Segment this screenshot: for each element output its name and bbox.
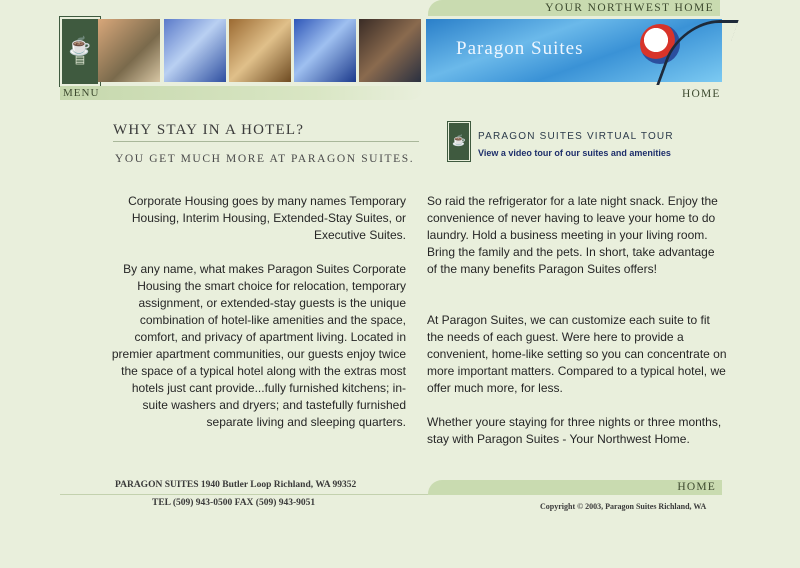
footer-phone: TEL (509) 943-0500 FAX (509) 943-9051 (152, 498, 316, 508)
photo-blue-glass (294, 19, 356, 82)
page-subtitle: YOU GET MUCH MORE AT PARAGON SUITES. (115, 153, 415, 165)
logo[interactable] (60, 17, 100, 86)
left-paragraph-2: By any name, what makes Paragon Suites Corporate Housing the smart choice for relocation, temporary assignment, or extended-stay guests is the unique combination of hotel-like amenities and the space, comfort, and privacy of apartment living. Located in premier apartment communities, our guests enjoy twice the space of a typical hotel along with the extras most hotels just cant provide...fully furnished kitchens; in-suite washers and dryers; and tastefully furnished separate living and sleeping quarters. (111, 262, 406, 429)
photo-blue-fabric (164, 19, 226, 82)
tagline-tab (428, 0, 720, 16)
menu-link[interactable]: MENU (63, 87, 100, 99)
right-paragraph-3: Whether youre staying for three nights or three months, stay with Paragon Suites - Your Northwest Home. (427, 415, 722, 446)
photo-dining-room (359, 19, 421, 82)
left-paragraph-1: Corporate Housing goes by many names Temporary Housing, Interim Housing, Extended-Stay Suites, or Executive Suites. (128, 194, 406, 242)
copyright: Copyright © 2003, Paragon Suites Richland, WA (540, 502, 707, 511)
menu-bar[interactable] (60, 86, 424, 100)
page-title: WHY STAY IN A HOTEL? (113, 122, 305, 138)
footer-address: PARAGON SUITES 1940 Butler Loop Richland, WA 99352 (115, 480, 357, 490)
virtual-tour-title[interactable]: PARAGON SUITES VIRTUAL TOUR (478, 131, 674, 142)
right-paragraph-2: At Paragon Suites, we can customize each suite to fit the needs of each guest. Were here to provide a convenient, home-like setting so you can concentrate on more important matters. Compared to a typical hotel, we offer much more, for less. (427, 313, 727, 395)
home-link[interactable]: HOME (682, 88, 721, 100)
footer-home-link[interactable]: HOME (677, 481, 716, 493)
photo-table-setting (229, 19, 291, 82)
virtual-tour-link[interactable]: View a video tour of our suites and amenities (478, 148, 671, 158)
coffee-cup-icon: ☕ (68, 36, 92, 56)
coffee-cup-icon: ☕ (452, 135, 466, 147)
newspaper-icon: ▤ (74, 54, 86, 66)
heading-divider (113, 141, 419, 142)
tagline: YOUR NORTHWEST HOME (545, 2, 714, 14)
tour-logo[interactable] (448, 122, 470, 161)
photo-family (98, 19, 160, 82)
footer-tab (428, 480, 722, 495)
brand-name: Paragon Suites (456, 38, 584, 59)
right-paragraph-1: So raid the refrigerator for a late night snack. Enjoy the convenience of never having to leave your home to do laundry. Hold a business meeting in your living room. Bring the family and the pets. In short, take advantage of the many benefits Paragon Suites offers! (427, 194, 718, 276)
footer-divider (60, 494, 430, 495)
